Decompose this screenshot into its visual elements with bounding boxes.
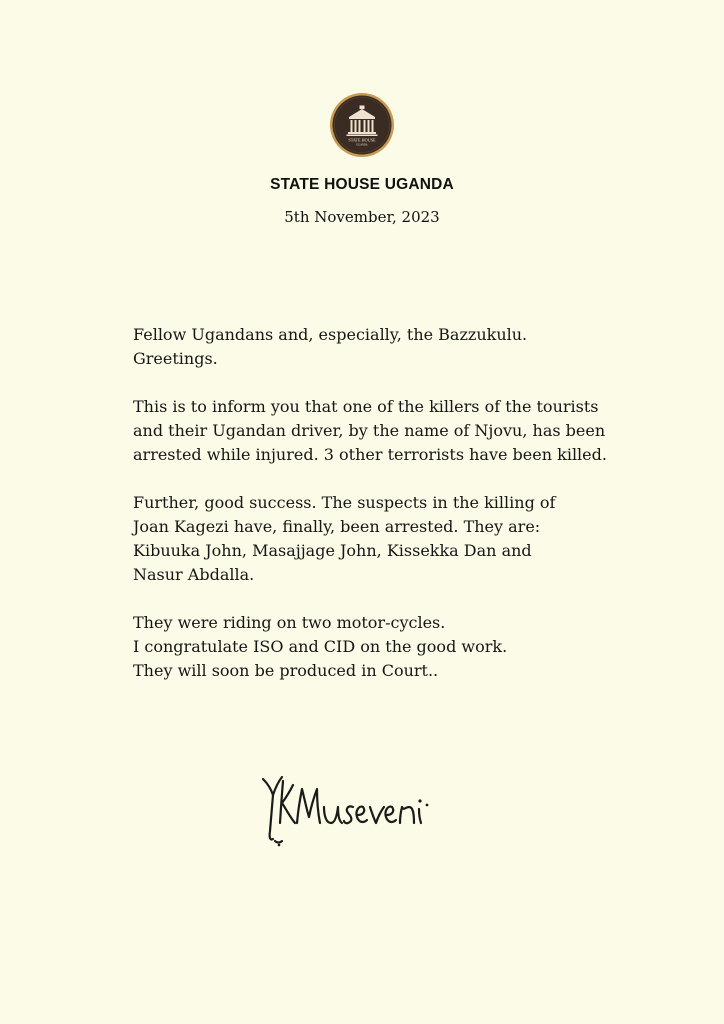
body-line: Nasur Abdalla. <box>133 565 255 584</box>
letter-date: 5th November, 2023 <box>284 208 440 226</box>
paragraph-arrest-announcement <box>133 395 693 467</box>
body-line: arrested while injured. 3 other terrorists have been killed. <box>133 445 607 464</box>
body-line: and their Ugandan driver, by the name of Njovu, has been <box>133 421 606 440</box>
org-name: STATE HOUSE UGANDA <box>270 176 454 193</box>
body-line: They will soon be produced in Court.. <box>133 661 439 680</box>
body-line: They were riding on two motor-cycles. <box>133 613 446 632</box>
paragraph-greeting <box>133 323 693 371</box>
signature-icon <box>253 765 453 850</box>
body-line: Fellow Ugandans and, especially, the Bazzukulu. <box>133 325 528 344</box>
body-line: Greetings. <box>133 349 218 368</box>
letter-body <box>133 323 693 707</box>
paragraph-closing <box>133 611 693 683</box>
paragraph-suspects <box>133 491 693 587</box>
letterhead <box>0 92 724 226</box>
seal-label: STATE HOUSE <box>348 137 376 143</box>
body-line: Kibuuka John, Masajjage John, Kissekka Dan and <box>133 541 532 560</box>
state-house-seal-icon <box>329 92 395 158</box>
body-line: Joan Kagezi have, finally, been arrested. They are: <box>133 517 541 536</box>
body-line: This is to inform you that one of the killers of the tourists <box>133 397 599 416</box>
body-line: I congratulate ISO and CID on the good work. <box>133 637 508 656</box>
seal-sublabel: UGANDA <box>356 143 368 147</box>
body-line: Further, good success. The suspects in the killing of <box>133 493 556 512</box>
